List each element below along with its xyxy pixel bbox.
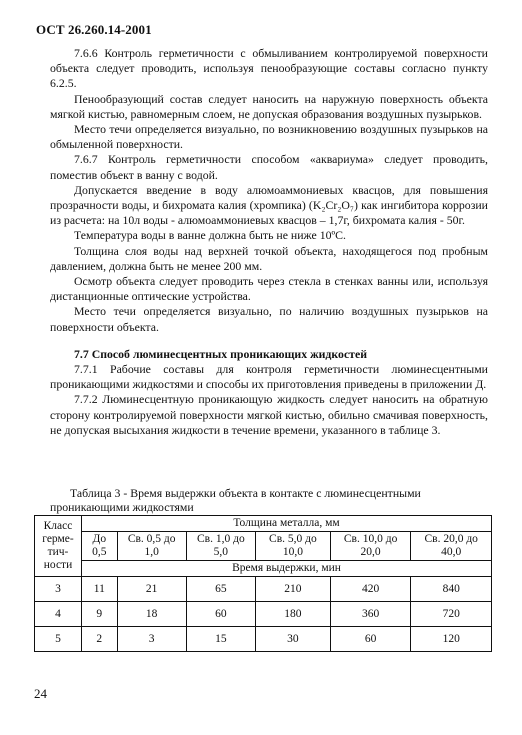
- paragraph-7-7-2: 7.7.2 Люминесцентную проникающую жидкость следует наносить на обратную сторону контролируемой поверхности мягкой кистью, обильно смачивая поверхность, не допуская высыхания жидкости в течение времени, указанного в таблице 3.: [50, 392, 488, 437]
- column-header: Св. 0,5 до 1,0: [117, 532, 186, 561]
- exposure-time-table: [34, 515, 492, 652]
- paragraph-7-7-1: 7.7.1 Рабочие составы для контроля герметичности люминесцентными проникающими жидкостями и способы их приготовления приведены в приложении Д.: [50, 362, 488, 392]
- column-header: Св. 20,0 до 40,0: [411, 532, 492, 561]
- value-cell: 3: [117, 627, 186, 652]
- paragraph-additives: Допускается введение в воду алюмоаммониевых квасцов, для повышения прозрачности воды, и бихромата калия (хромпика) (K₂Cr₂O₇) как ингибитора коррозии из расчета: на 10л воды - алюмоаммониевых квасцов – 1,7г, бихромата калия - 50г.: [50, 182, 488, 228]
- paragraph-leak-location-bubbles: Место течи определяется визуально, по возникновению воздушных пузырьков на обмыленной поверхности.: [50, 122, 488, 152]
- paragraph-inspection: Осмотр объекта следует проводить через стекла в стенках ванны или, используя дистанционные оптические устройства.: [50, 274, 488, 304]
- value-cell: 360: [330, 602, 411, 627]
- value-cell: 30: [255, 627, 330, 652]
- column-header: Св. 5,0 до 10,0: [255, 532, 330, 561]
- section-title-7-7: 7.7 Способ люминесцентных проникающих жидкостей: [74, 346, 368, 361]
- value-cell: 210: [255, 577, 330, 602]
- value-cell: 720: [411, 602, 492, 627]
- value-cell: 60: [330, 627, 411, 652]
- value-cell: 840: [411, 577, 492, 602]
- table-caption-line2: проникающими жидкостями: [50, 500, 194, 514]
- value-cell: 15: [186, 627, 255, 652]
- value-cell: 420: [330, 577, 411, 602]
- paragraph-water-layer: Толщина слоя воды над верхней точкой объекта, находящегося под пробным давлением, должна быть не менее 200 мм.: [50, 243, 488, 273]
- table-row: [35, 577, 492, 602]
- value-cell: 11: [82, 577, 118, 602]
- value-cell: 65: [186, 577, 255, 602]
- value-cell: 18: [117, 602, 186, 627]
- paragraph-7-6-7: 7.6.7 Контроль герметичности способом «аквариума» следует проводить, поместив объект в ванну с водой.: [50, 152, 488, 182]
- class-cell: 3: [35, 577, 82, 602]
- value-cell: 120: [411, 627, 492, 652]
- value-cell: 60: [186, 602, 255, 627]
- column-header: Св. 10,0 до 20,0: [330, 532, 411, 561]
- table-row: [35, 627, 492, 652]
- class-cell: 4: [35, 602, 82, 627]
- class-cell: 5: [35, 627, 82, 652]
- table-caption-line1: Таблица 3 - Время выдержки объекта в контакте с люминесцентными: [70, 486, 421, 500]
- column-header: До 0,5: [82, 532, 118, 561]
- paragraph-foam-application: Пенообразующий состав следует наносить на наружную поверхность объекта мягкой кистью, равномерным слоем, не допуская образования воздушных пузырьков.: [50, 91, 488, 121]
- value-cell: 9: [82, 602, 118, 627]
- table-caption: [50, 486, 490, 514]
- body-text: [50, 46, 488, 438]
- value-cell: 180: [255, 602, 330, 627]
- paragraph-leak-location-surface: Место течи определяется визуально, по наличию воздушных пузырьков на поверхности объекта.: [50, 304, 488, 334]
- page-number: 24: [34, 686, 47, 701]
- paragraph-water-temperature: Температура воды в ванне должна быть не ниже 10ºС.: [74, 228, 346, 243]
- column-header: Св. 1,0 до 5,0: [186, 532, 255, 561]
- value-cell: 2: [82, 627, 118, 652]
- thickness-header: Толщина металла, мм: [82, 516, 492, 532]
- time-header: Время выдержки, мин: [82, 561, 492, 577]
- paragraph-7-6-6: 7.6.6 Контроль герметичности с обмыливанием контролируемой поверхности объекта следует проводить, используя пенообразующие составы согласно пункту 6.2.5.: [50, 46, 488, 91]
- table-row: [35, 602, 492, 627]
- class-header: Класс герме-тич-ности: [35, 516, 82, 577]
- value-cell: 21: [117, 577, 186, 602]
- document-code: ОСТ 26.260.14-2001: [36, 22, 152, 37]
